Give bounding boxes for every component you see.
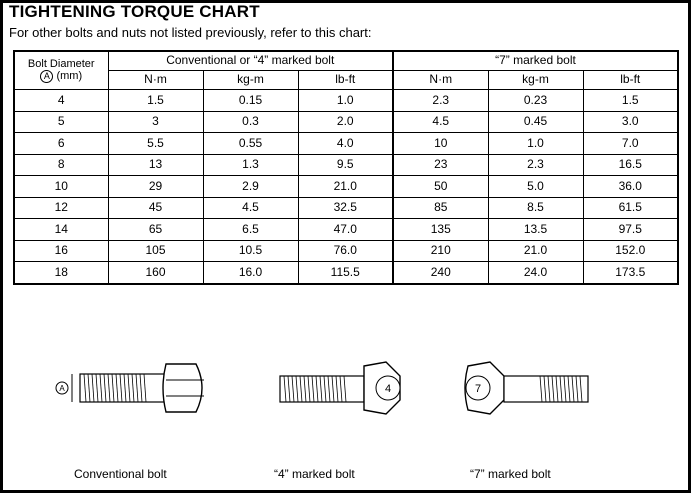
page-title: TIGHTENING TORQUE CHART	[9, 2, 260, 21]
conventional-group-header: Conventional or “4” marked bolt	[108, 51, 393, 71]
torque-value-cell: 76.0	[298, 240, 393, 262]
diameter-header-unit: (mm)	[56, 70, 83, 83]
torque-value-cell: 24.0	[488, 262, 583, 284]
torque-value-cell: 13	[108, 154, 203, 176]
torque-value-cell: 8.5	[488, 197, 583, 219]
caption-conventional-bolt: Conventional bolt	[74, 467, 167, 481]
torque-value-cell: 97.5	[583, 219, 678, 241]
unit-header: kg-m	[488, 71, 583, 90]
torque-value-cell: 115.5	[298, 262, 393, 284]
page-subtitle: For other bolts and nuts not listed previously, refer to this chart:	[9, 25, 372, 40]
torque-value-cell: 32.5	[298, 197, 393, 219]
torque-value-cell: 152.0	[583, 240, 678, 262]
torque-value-cell: 21.0	[298, 176, 393, 198]
diameter-symbol-icon: A	[40, 70, 53, 83]
torque-value-cell: 0.55	[203, 133, 298, 155]
torque-value-cell: 2.3	[488, 154, 583, 176]
unit-header: lb-ft	[583, 71, 678, 90]
torque-value-cell: 2.3	[393, 90, 488, 112]
bolt-diameter-cell: 8	[14, 154, 108, 176]
torque-value-cell: 5.0	[488, 176, 583, 198]
torque-value-cell: 1.5	[108, 90, 203, 112]
torque-value-cell: 21.0	[488, 240, 583, 262]
torque-value-cell: 5.5	[108, 133, 203, 155]
four-marked-bolt-drawing	[280, 362, 400, 414]
torque-value-cell: 4.5	[203, 197, 298, 219]
conventional-bolt-drawing	[56, 364, 204, 412]
torque-value-cell: 36.0	[583, 176, 678, 198]
torque-value-cell: 3.0	[583, 111, 678, 133]
torque-value-cell: 85	[393, 197, 488, 219]
caption-seven-marked-bolt: “7” marked bolt	[470, 467, 551, 481]
torque-value-cell: 2.9	[203, 176, 298, 198]
torque-value-cell: 13.5	[488, 219, 583, 241]
torque-value-cell: 45	[108, 197, 203, 219]
torque-value-cell: 105	[108, 240, 203, 262]
four-mark-label: 4	[384, 383, 392, 395]
torque-value-cell: 240	[393, 262, 488, 284]
diameter-symbol-label: A	[59, 384, 65, 393]
torque-value-cell: 1.0	[488, 133, 583, 155]
torque-value-cell: 47.0	[298, 219, 393, 241]
unit-header: lb-ft	[298, 71, 393, 90]
torque-value-cell: 23	[393, 154, 488, 176]
torque-value-cell: 1.3	[203, 154, 298, 176]
torque-value-cell: 173.5	[583, 262, 678, 284]
torque-value-cell: 210	[393, 240, 488, 262]
torque-value-cell: 0.15	[203, 90, 298, 112]
torque-value-cell: 6.5	[203, 219, 298, 241]
torque-value-cell: 10	[393, 133, 488, 155]
bolt-diameter-cell: 6	[14, 133, 108, 155]
torque-value-cell: 7.0	[583, 133, 678, 155]
torque-value-cell: 1.0	[298, 90, 393, 112]
diameter-header-label: Bolt Diameter	[27, 57, 95, 70]
torque-value-cell: 4.5	[393, 111, 488, 133]
torque-value-cell: 16.0	[203, 262, 298, 284]
bolt-diameter-cell: 16	[14, 240, 108, 262]
seven-mark-label: 7	[474, 383, 482, 395]
torque-value-cell: 135	[393, 219, 488, 241]
bolt-diameter-cell: 10	[14, 176, 108, 198]
seven-marked-bolt-drawing	[465, 362, 588, 414]
caption-four-marked-bolt: “4” marked bolt	[274, 467, 355, 481]
bolt-diameter-cell: 18	[14, 262, 108, 284]
torque-value-cell: 50	[393, 176, 488, 198]
torque-value-cell: 0.3	[203, 111, 298, 133]
torque-value-cell: 61.5	[583, 197, 678, 219]
torque-value-cell: 160	[108, 262, 203, 284]
unit-header: N·m	[108, 71, 203, 90]
unit-header: N·m	[393, 71, 488, 90]
bolt-diameter-cell: 12	[14, 197, 108, 219]
torque-value-cell: 16.5	[583, 154, 678, 176]
unit-header: kg-m	[203, 71, 298, 90]
torque-value-cell: 0.45	[488, 111, 583, 133]
bolt-diameter-cell: 14	[14, 219, 108, 241]
torque-value-cell: 4.0	[298, 133, 393, 155]
torque-value-cell: 2.0	[298, 111, 393, 133]
torque-value-cell: 65	[108, 219, 203, 241]
torque-value-cell: 10.5	[203, 240, 298, 262]
torque-value-cell: 1.5	[583, 90, 678, 112]
bolt-diameter-cell: 4	[14, 90, 108, 112]
torque-value-cell: 0.23	[488, 90, 583, 112]
torque-value-cell: 29	[108, 176, 203, 198]
torque-value-cell: 9.5	[298, 154, 393, 176]
bolt-diameter-cell: 5	[14, 111, 108, 133]
seven-group-header: “7” marked bolt	[393, 51, 678, 71]
torque-value-cell: 3	[108, 111, 203, 133]
